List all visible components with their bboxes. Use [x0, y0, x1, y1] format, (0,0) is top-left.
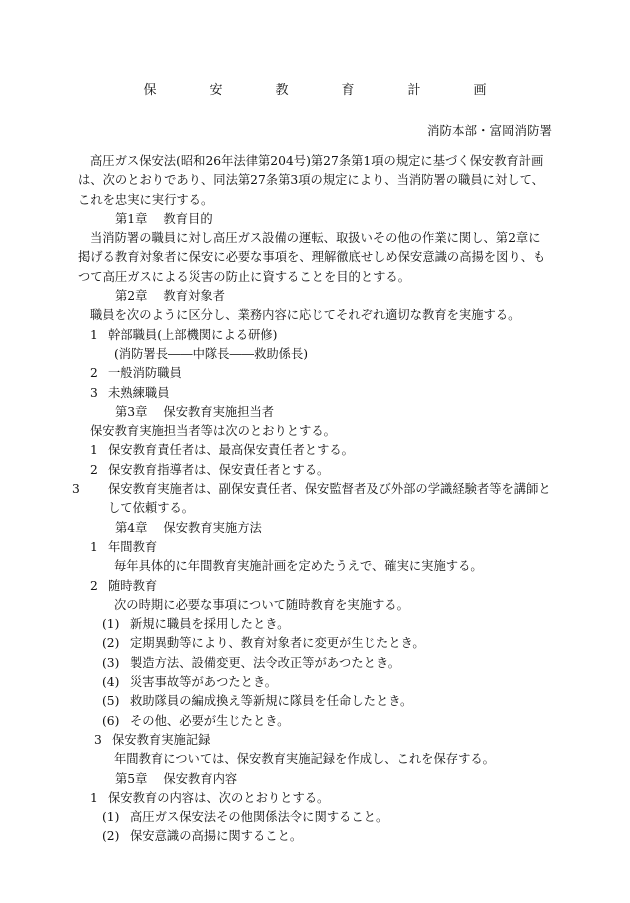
section-text: 保安教育の内容は、次のとおりとする。: [108, 790, 330, 805]
chapter-4-heading: [78, 519, 552, 538]
chapter-title: 教育目的: [163, 211, 213, 226]
section-number: 1: [90, 539, 98, 554]
item-number: 3: [72, 482, 80, 497]
item-number: (6): [102, 713, 120, 728]
item-number: (5): [102, 694, 120, 709]
item-text: 災害事故等があつたとき。: [130, 675, 278, 690]
chapter-title: 保安教育実施担当者: [163, 404, 275, 419]
list-item: [72, 480, 552, 519]
item-text: 保安教育責任者は、最高保安責任者とする。: [108, 443, 354, 458]
item-number: 1: [90, 443, 98, 458]
item-text: 定期異動等により、教育対象者に変更が生じたとき。: [130, 636, 425, 651]
chapter-number: 第1章: [115, 211, 148, 226]
chapter-title: 保安教育内容: [163, 771, 238, 786]
chapter-3-text: 保安教育実施担当者等は次のとおりとする。: [90, 424, 336, 439]
section-heading: [78, 789, 552, 808]
chapter-2-heading: [78, 287, 552, 306]
section-text: 毎年具体的に年間教育実施計画を定めたうえで、確実に実施する。: [114, 559, 483, 574]
item-text: 未熟練職員: [108, 385, 170, 400]
section-heading: [78, 731, 552, 750]
item-text: 保安教育指導者は、保安責任者とする。: [108, 462, 330, 477]
item-text: 幹部職員(上部機関による研修): [108, 327, 278, 342]
section-title: 保安教育実施記録: [112, 732, 211, 747]
section-heading: [78, 538, 552, 557]
section-heading: [78, 577, 552, 596]
section-text: 年間教育については、保安教育実施記録を作成し、これを保存する。: [114, 752, 495, 767]
list-item: [78, 654, 552, 673]
list-item: [78, 441, 552, 460]
list-item: [78, 461, 552, 480]
section-title: 随時教育: [108, 578, 158, 593]
section-number: 3: [94, 732, 102, 747]
item-text: 一般消防職員: [108, 366, 182, 381]
section-number: 1: [90, 790, 98, 805]
list-item: [78, 673, 552, 692]
item-number: 1: [90, 327, 98, 342]
intro-paragraph: 高圧ガス保安法(昭和26年法律第204号)第27条第1項の規定に基づく保安教育計画は、次のとおりであり、同法第27条第3項の規定により、当消防署の職員に対して、これを忠実に実行する。: [78, 154, 544, 207]
list-item: [78, 326, 552, 345]
list-item-sub: (消防署長――中隊長――救助係長): [114, 346, 309, 361]
item-number: (4): [102, 675, 120, 690]
list-item: [78, 384, 552, 403]
chapter-1-text: 当消防署の職員に対し高圧ガス設備の運転、取扱いその他の作業に関し、第2章に掲げる教育対象者に保安に必要な事項を、理解徹底せしめ保安意識の高揚を図り、もつて高圧ガスによる災害の防止に資することを目的とする。: [78, 231, 546, 284]
chapter-title: 保安教育実施方法: [163, 520, 262, 535]
item-text: 製造方法、設備変更、法令改正等があつたとき。: [130, 655, 401, 670]
item-text: その他、必要が生じたとき。: [130, 713, 290, 728]
chapter-2-text: 職員を次のように区分し、業務内容に応じてそれぞれ適切な教育を実施する。: [90, 308, 521, 323]
item-number: 2: [90, 366, 98, 381]
item-number: (1): [102, 810, 120, 825]
list-item: [78, 712, 552, 731]
list-item: [78, 692, 552, 711]
chapter-3-heading: [78, 403, 552, 422]
item-number: (2): [102, 829, 120, 844]
section-text: 次の時期に必要な事項について随時教育を実施する。: [114, 597, 409, 612]
page-title: 保 安 教 育 計 画: [143, 83, 507, 98]
chapter-number: 第2章: [115, 289, 148, 304]
item-text: 高圧ガス保安法その他関係法令に関すること。: [130, 810, 389, 825]
list-item: [78, 808, 552, 827]
chapter-number: 第3章: [115, 404, 148, 419]
chapter-number: 第5章: [115, 771, 148, 786]
item-number: (3): [102, 655, 120, 670]
item-number: 3: [90, 385, 98, 400]
chapter-number: 第4章: [115, 520, 148, 535]
chapter-title: 教育対象者: [163, 289, 225, 304]
item-number: 2: [90, 462, 98, 477]
item-text: 保安教育実施者は、副保安責任者、保安監督者及び外部の学識経験者等を講師として依頼する。: [108, 482, 551, 516]
section-title: 年間教育: [108, 539, 158, 554]
chapter-1-heading: [78, 210, 552, 229]
list-item: [78, 615, 552, 634]
section-number: 2: [90, 578, 98, 593]
item-text: 保安意識の高揚に関すること。: [130, 829, 303, 844]
organization-name: 消防本部・富岡消防署: [426, 123, 552, 138]
chapter-5-heading: [78, 770, 552, 789]
item-number: (2): [102, 636, 120, 651]
list-item: [78, 827, 552, 846]
item-text: 救助隊員の編成換え等新規に隊員を任命したとき。: [130, 694, 413, 709]
list-item: [78, 364, 552, 383]
item-text: 新規に職員を採用したとき。: [130, 617, 290, 632]
list-item: [78, 634, 552, 653]
document-body: [72, 152, 552, 847]
item-number: (1): [102, 617, 120, 632]
